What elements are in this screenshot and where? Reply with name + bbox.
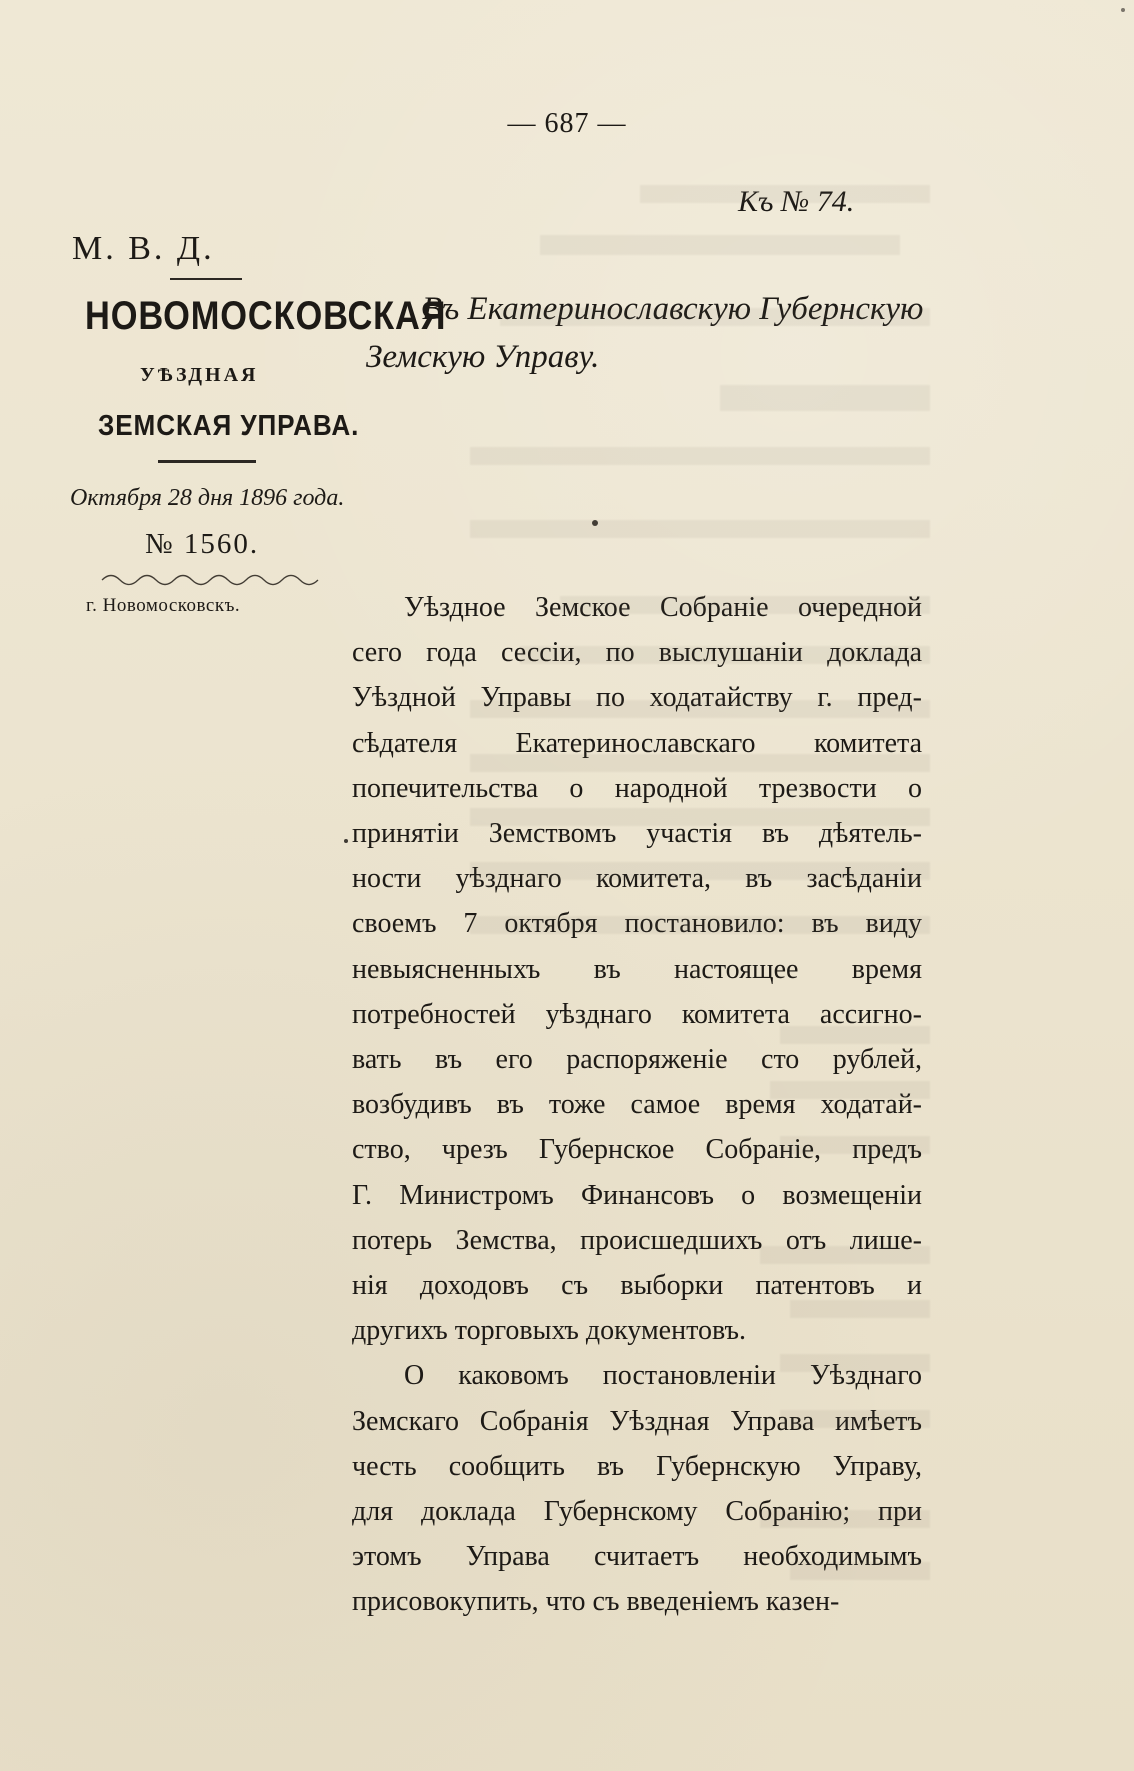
- text-line: своемъ 7 октября постановило: въ виду: [352, 908, 922, 940]
- text-line: сего года сессіи, по выслушаніи доклада: [352, 637, 922, 669]
- text-line: честь сообщить въ Губернскую Управу,: [352, 1450, 922, 1482]
- addressee-line-2: Земскую Управу.: [366, 339, 600, 375]
- page-number: — 687 —: [507, 108, 627, 139]
- text-line: присовокупить, что съ введеніемъ казен-: [352, 1586, 840, 1618]
- ink-dot: [592, 520, 598, 526]
- ink-dot: [344, 839, 348, 843]
- text-line: для доклада Губернскому Собранію; при: [352, 1496, 922, 1528]
- text-line: ство, чрезъ Губернское Собраніе, предъ: [352, 1134, 922, 1166]
- council-name-line-2: УѢЗДНАЯ: [140, 364, 259, 386]
- main-text: [352, 585, 922, 1625]
- addressee-block: [366, 285, 926, 381]
- place-name: г. Новомосковскъ.: [86, 595, 241, 616]
- text-line: возбудивъ въ тоже самое время ходатай-: [352, 1089, 922, 1121]
- council-name-line-3: ЗЕМСКАЯ УПРАВА.: [98, 410, 360, 442]
- top-divider: [170, 278, 242, 280]
- text-line: этомъ Управа считаетъ необходимымъ: [352, 1541, 922, 1573]
- text-line: Земскаго Собранія Уѣздная Управа имѣетъ: [352, 1405, 922, 1437]
- wavy-divider: [100, 573, 320, 587]
- text-line: невыясненныхъ въ настоящее время: [352, 953, 922, 985]
- document-number: № 1560.: [145, 528, 260, 560]
- addressee-line-1: Въ Екатеринославскую Губернскую: [422, 291, 924, 327]
- text-line: Уѣздной Управы по ходатайству г. пред-: [352, 682, 922, 714]
- text-line: попечительства о народной трезвости о: [352, 772, 922, 804]
- text-line: сѣдателя Екатеринославскаго комитета: [352, 727, 922, 759]
- reference-number: Къ № 74.: [738, 185, 855, 218]
- text-line: нія доходовъ съ выборки патентовъ и: [352, 1270, 922, 1302]
- text-line: потребностей уѣзднаго комитета ассигно-: [352, 998, 922, 1030]
- document-date: Октября 28 дня 1896 года.: [70, 485, 345, 511]
- text-line: другихъ торговыхъ документовъ.: [352, 1315, 746, 1347]
- ministry-abbreviation: М. В. Д.: [72, 230, 215, 267]
- text-line: вать въ его распоряженіе сто рублей,: [352, 1044, 922, 1076]
- council-name-line-1: НОВОМОСКОВСКАЯ: [85, 294, 447, 338]
- text-line: принятіи Земствомъ участія въ дѣятель-: [352, 818, 922, 850]
- text-line: О каковомъ постановленіи Уѣзднаго: [404, 1360, 922, 1392]
- ink-dot: [1121, 8, 1125, 12]
- middle-divider: [158, 460, 256, 463]
- text-line: Уѣздное Земское Собраніе очередной: [404, 592, 922, 623]
- text-line: потерь Земства, происшедшихъ отъ лише-: [352, 1224, 922, 1256]
- text-line: ности уѣзднаго комитета, въ засѣданіи: [352, 863, 922, 895]
- text-line: Г. Министромъ Финансовъ о возмещеніи: [352, 1179, 922, 1211]
